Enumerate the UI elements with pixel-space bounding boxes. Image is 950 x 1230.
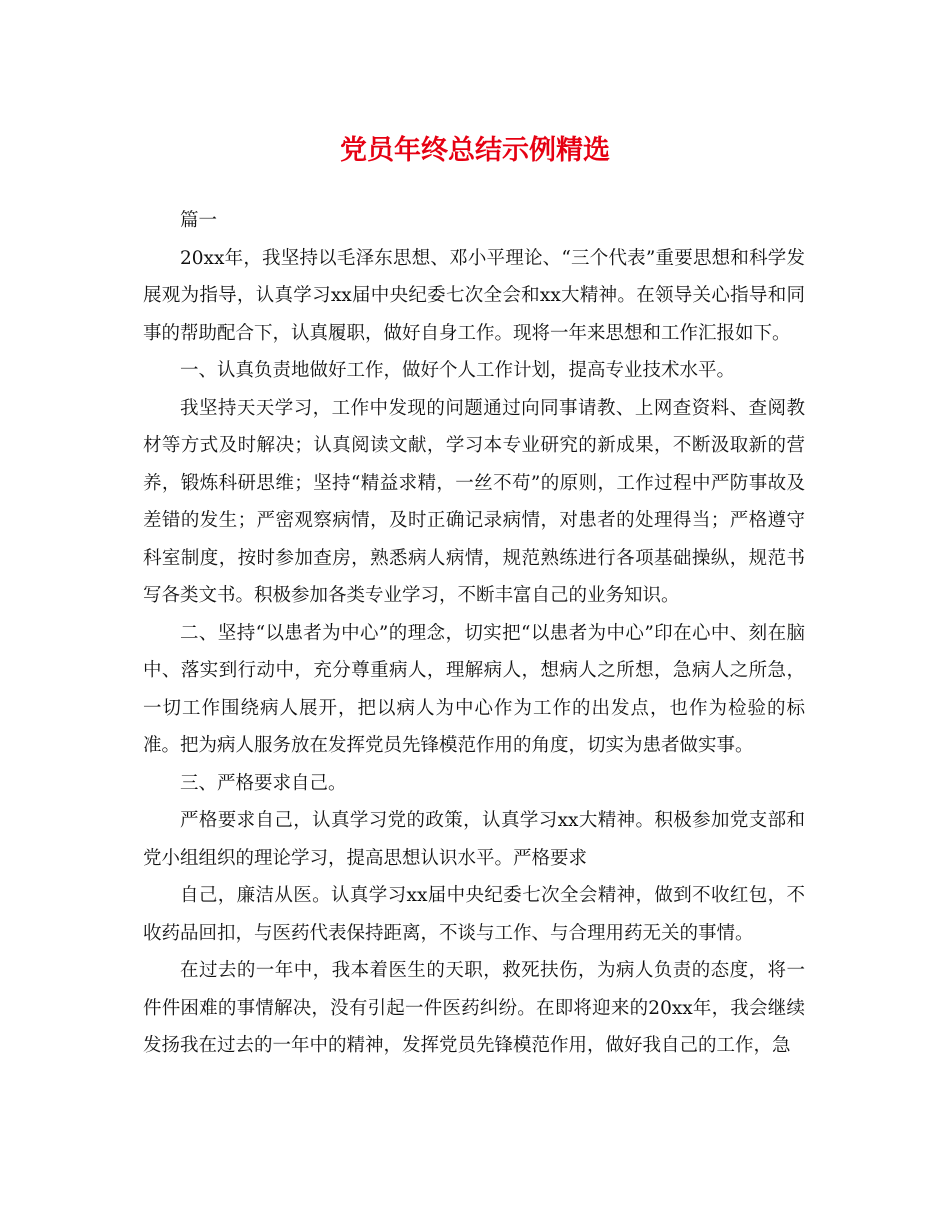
document-title: 党员年终总结示例精选 xyxy=(340,135,610,166)
section-two-paragraph: 二、坚持“以患者为中心”的理念，切实把“以患者为中心”印在心中、刻在脑中、落实到行动中，充分尊重病人，理解病人，想病人之所想，急病人之所急，一切工作围绕病人展开，把以病人为中心作为工作的出发点，也作为检验的标准。把为病人服务放在发挥党员先锋模范作用的角度，切实为患者做实事。 xyxy=(143,622,805,756)
section-three-paragraph-b: 自己，廉洁从医。认真学习xx届中央纪委七次全会精神，做到不收红包，不收药品回扣，与医药代表保持距离，不谈与工作、与合理用药无关的事情。 xyxy=(143,885,805,944)
closing-paragraph: 在过去的一年中，我本着医生的天职，救死扶伤，为病人负责的态度，将一件件困难的事情解决，没有引起一件医药纠纷。在即将迎来的20xx年，我会继续发扬我在过去的一年中的精神，发挥党员先锋模范作用，做好我自己的工作，急 xyxy=(143,960,805,1056)
section-heading-part-one: 篇一 xyxy=(180,210,218,231)
section-one-paragraph: 我坚持天天学习，工作中发现的问题通过向同事请教、上网查资料、查阅教材等方式及时解决；认真阅读文献，学习本专业研究的新成果，不断汲取新的营养，锻炼科研思维；坚持“精益求精，一丝不苟”的原则，工作过程中严防事故及差错的发生；严密观察病情，及时正确记录病情，对患者的处理得当；严格遵守科室制度，按时参加查房，熟悉病人病情，规范熟练进行各项基础操纵，规范书写各类文书。积极参加各类专业学习，不断丰富自己的业务知识。 xyxy=(143,397,805,606)
document-body xyxy=(143,202,805,1065)
section-heading-three: 三、严格要求自己。 xyxy=(180,772,347,794)
section-heading-one: 一、认真负责地做好工作，做好个人工作计划，提高专业技术水平。 xyxy=(180,360,736,381)
intro-paragraph: 20xx年，我坚持以毛泽东思想、邓小平理论、“三个代表”重要思想和科学发展观为指导，认真学习xx届中央纪委七次全会和xx大精神。在领导关心指导和同事的帮助配合下，认真履职，做好自身工作。现将一年来思想和工作汇报如下。 xyxy=(143,247,805,344)
section-three-paragraph-a: 严格要求自己，认真学习党的政策，认真学习xx大精神。积极参加党支部和党小组组织的理论学习，提高思想认识水平。严格要求 xyxy=(143,810,805,869)
